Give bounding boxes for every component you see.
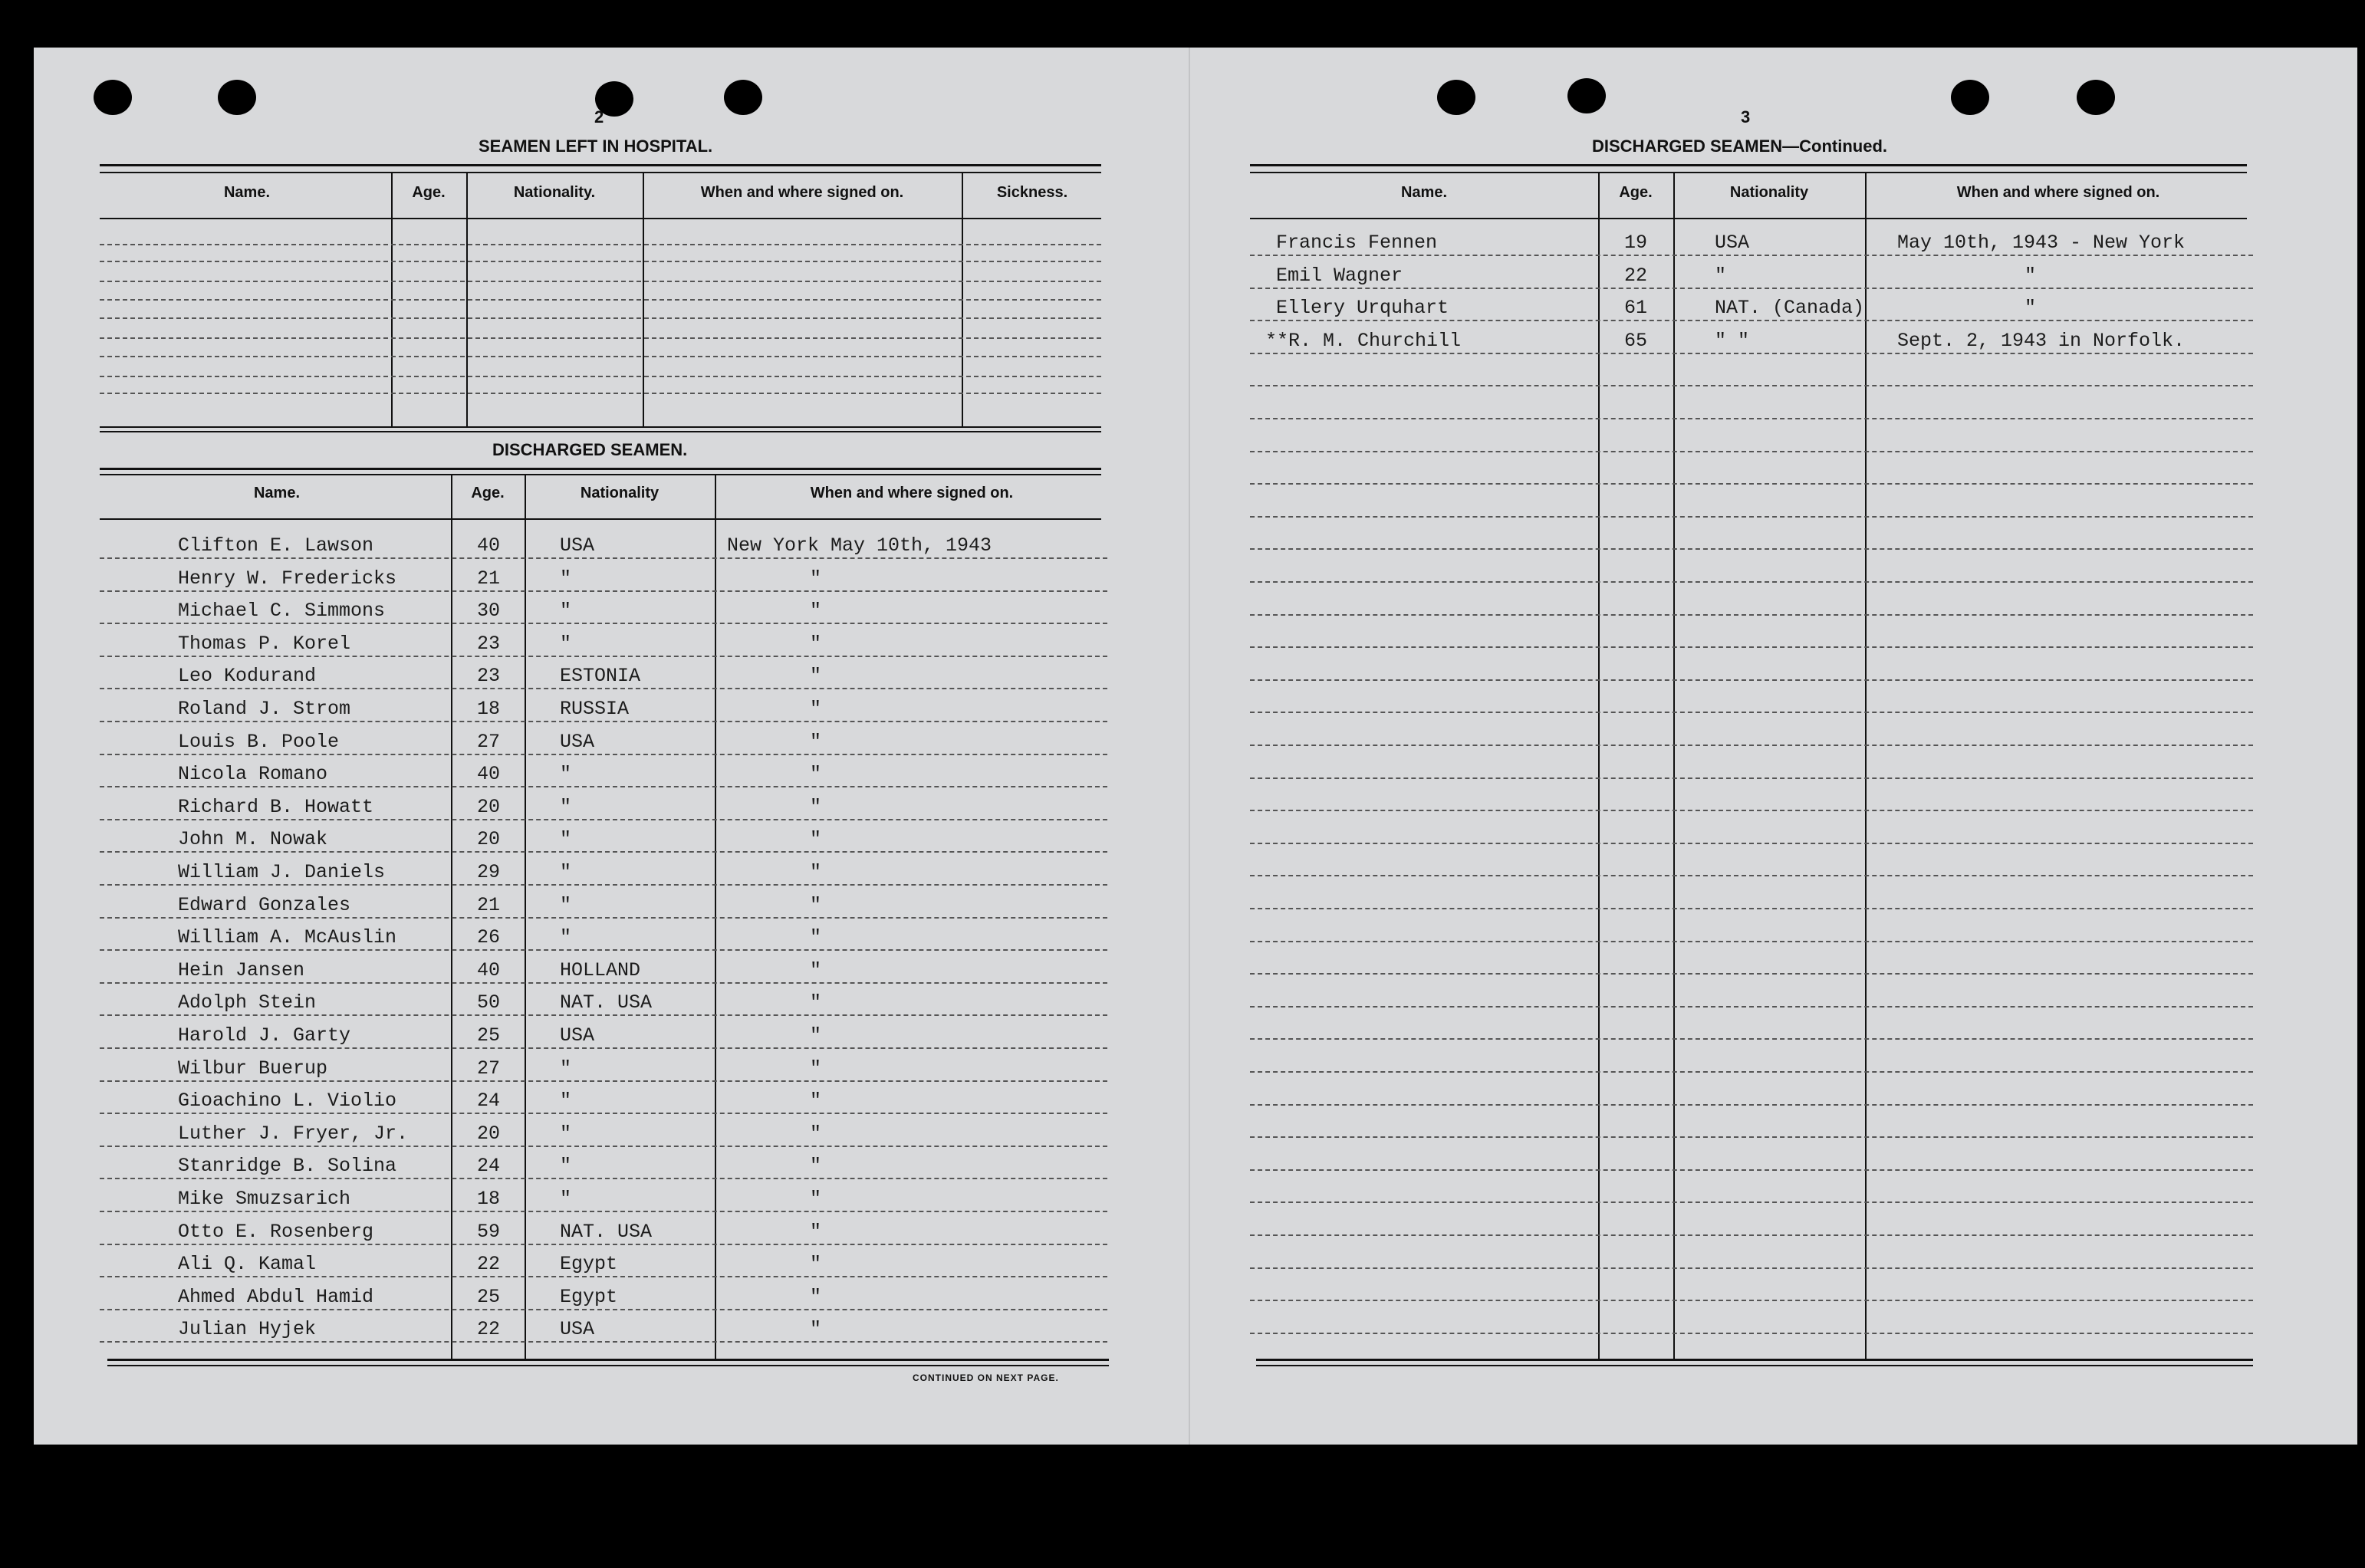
seaman-age: 40 (476, 763, 500, 785)
seaman-name: Mike Smuzsarich (178, 1188, 351, 1210)
seaman-signed-on: " (810, 959, 822, 981)
ruled-line (100, 819, 1107, 820)
ruled-line (100, 1244, 1107, 1245)
ruled-line (100, 356, 1101, 357)
seaman-name: Otto E. Rosenberg (178, 1221, 374, 1243)
ruled-line (1250, 320, 2253, 321)
seaman-age: 24 (476, 1090, 500, 1112)
seaman-age: 23 (476, 665, 500, 687)
seaman-nationality: NAT. (Canada) (1715, 297, 1865, 319)
seaman-age: 59 (476, 1221, 500, 1243)
header-rule (1250, 218, 2247, 219)
section-rule (100, 426, 1101, 428)
seaman-signed-on: " (810, 1188, 822, 1210)
seaman-signed-on: " (810, 861, 822, 883)
seaman-name: Henry W. Fredericks (178, 567, 397, 590)
seaman-nationality: " (560, 796, 572, 818)
ruled-line (100, 1178, 1107, 1179)
seaman-nationality: USA (560, 1024, 595, 1047)
seaman-age: 25 (476, 1024, 500, 1047)
seaman-age: 65 (1623, 330, 1647, 352)
discharged-col-signed-on: When and where signed on. (810, 485, 1014, 501)
ruled-line (100, 1309, 1107, 1310)
seaman-age: 22 (1623, 265, 1647, 287)
ruled-line (1250, 483, 2253, 485)
seaman-nationality: " (560, 1188, 572, 1210)
ruled-line (100, 557, 1107, 559)
ruled-line (1250, 908, 2253, 909)
seaman-signed-on: " (810, 1286, 822, 1308)
ruled-line (1250, 1038, 2253, 1040)
top-rule (1250, 164, 2247, 166)
discharged-col-age: Age. (471, 485, 505, 501)
ruled-line (100, 261, 1101, 262)
seaman-age: 20 (476, 796, 500, 818)
seaman-age: 24 (476, 1155, 500, 1177)
seaman-name: Richard B. Howatt (178, 796, 374, 818)
seaman-age: 22 (476, 1253, 500, 1275)
seaman-name: Roland J. Strom (178, 698, 351, 720)
seaman-nationality: " (560, 828, 572, 850)
ruled-line (1250, 843, 2253, 844)
seaman-name: Wilbur Buerup (178, 1057, 328, 1080)
ruled-line (1250, 581, 2253, 583)
ruled-line (1250, 1104, 2253, 1106)
seaman-age: 27 (476, 1057, 500, 1080)
hospital-col-age: Age. (412, 184, 446, 201)
seaman-nationality: " (560, 894, 572, 916)
seaman-nationality: USA (560, 534, 595, 557)
continued-col-signed-on: When and where signed on. (1956, 184, 2160, 201)
seaman-nationality: Egypt (560, 1286, 618, 1308)
ruled-line (1250, 255, 2253, 256)
seaman-name: Hein Jansen (178, 959, 305, 981)
seaman-name: Nicola Romano (178, 763, 328, 785)
ruled-line (1250, 1201, 2253, 1203)
seaman-nationality: " (560, 633, 572, 655)
ruled-line (100, 721, 1107, 722)
ruled-line (1250, 385, 2253, 386)
ruled-line (100, 917, 1107, 919)
seaman-name: William A. McAuslin (178, 926, 397, 948)
ruled-line (100, 656, 1107, 657)
ruled-line (100, 884, 1107, 886)
seaman-signed-on: " (810, 567, 822, 590)
ruled-line (100, 317, 1101, 319)
continued-col-nationality: Nationality (1729, 184, 1809, 201)
header-rule (100, 218, 1101, 219)
seaman-nationality: NAT. USA (560, 1221, 653, 1243)
seaman-age: 18 (476, 698, 500, 720)
top-rule (100, 164, 1101, 166)
punch-hole (724, 80, 762, 115)
seaman-nationality: RUSSIA (560, 698, 630, 720)
seaman-nationality: " (560, 1155, 572, 1177)
seaman-signed-on: " (810, 731, 822, 753)
seaman-signed-on: " (810, 828, 822, 850)
seaman-signed-on: Sept. 2, 1943 in Norfolk. (1897, 330, 2186, 352)
ruled-line (1250, 418, 2253, 419)
hospital-col-signed-on: When and where signed on. (700, 184, 904, 201)
hospital-section-title: SEAMEN LEFT IN HOSPITAL. (479, 136, 713, 156)
ruled-line (1250, 516, 2253, 518)
seaman-nationality: " (1715, 265, 1727, 287)
seaman-signed-on: " (810, 665, 822, 687)
seaman-signed-on: " (810, 1155, 822, 1177)
ruled-line (1250, 712, 2253, 713)
seaman-name: Harold J. Garty (178, 1024, 351, 1047)
ruled-line (100, 1080, 1107, 1082)
bottom-rule (1256, 1359, 2253, 1361)
continued-section-title: DISCHARGED SEAMEN—Continued. (1592, 136, 1887, 156)
seaman-age: 27 (476, 731, 500, 753)
seaman-signed-on: " (810, 763, 822, 785)
section-rule (100, 468, 1101, 470)
seaman-signed-on: " (2025, 265, 2037, 287)
ruled-line (1250, 1234, 2253, 1236)
seaman-signed-on: " (810, 1318, 822, 1340)
column-rule (1865, 173, 1867, 1359)
ruled-line (1250, 1071, 2253, 1073)
ruled-line (100, 688, 1107, 689)
ruled-line (100, 376, 1101, 377)
ruled-line (100, 1276, 1107, 1277)
ruled-line (1250, 973, 2253, 975)
seaman-name: Louis B. Poole (178, 731, 340, 753)
seaman-name: Michael C. Simmons (178, 600, 386, 622)
page-number: 2 (594, 107, 604, 127)
seaman-name: Ahmed Abdul Hamid (178, 1286, 374, 1308)
ruled-line (1250, 1006, 2253, 1008)
seaman-name: Ali Q. Kamal (178, 1253, 317, 1275)
seaman-signed-on: " (810, 1123, 822, 1145)
seaman-age: 30 (476, 600, 500, 622)
seaman-name: Luther J. Fryer, Jr. (178, 1123, 409, 1145)
hospital-col-name: Name. (223, 184, 271, 201)
ruled-line (1250, 745, 2253, 746)
punch-hole (1437, 80, 1475, 115)
seaman-name: Gioachino L. Violio (178, 1090, 397, 1112)
seaman-age: 50 (476, 991, 500, 1014)
seaman-name: Stanridge B. Solina (178, 1155, 397, 1177)
seaman-nationality: " (560, 1090, 572, 1112)
seaman-nationality: HOLLAND (560, 959, 641, 981)
seaman-name: Clifton E. Lawson (178, 534, 374, 557)
seaman-nationality: " (560, 600, 572, 622)
seaman-age: 25 (476, 1286, 500, 1308)
ruled-line (100, 393, 1101, 394)
bottom-rule (107, 1359, 1109, 1361)
ruled-line (1250, 810, 2253, 811)
discharged-col-nationality: Nationality (580, 485, 660, 501)
seaman-signed-on: " (810, 600, 822, 622)
seaman-age: 23 (476, 633, 500, 655)
seaman-age: 26 (476, 926, 500, 948)
seaman-nationality: ESTONIA (560, 665, 641, 687)
seaman-name: William J. Daniels (178, 861, 386, 883)
ruled-line (100, 1113, 1107, 1114)
seaman-age: 20 (476, 828, 500, 850)
seaman-signed-on: " (810, 1024, 822, 1047)
seaman-signed-on: " (810, 698, 822, 720)
page-fold (1189, 48, 1190, 1445)
seaman-signed-on: " (810, 1221, 822, 1243)
seaman-nationality: " (560, 1057, 572, 1080)
seaman-age: 40 (476, 959, 500, 981)
ruled-line (100, 982, 1107, 984)
ruled-line (100, 337, 1101, 339)
punch-hole (2077, 80, 2115, 115)
bottom-rule (1256, 1365, 2253, 1366)
ruled-line (100, 299, 1101, 301)
ruled-line (1250, 614, 2253, 616)
seaman-name: Edward Gonzales (178, 894, 351, 916)
seaman-nationality: USA (1715, 232, 1750, 254)
seaman-signed-on: " (810, 633, 822, 655)
ruled-line (100, 1146, 1107, 1147)
seaman-signed-on: " (810, 894, 822, 916)
seaman-nationality: " " (1715, 330, 1750, 352)
ruled-line (1250, 1136, 2253, 1138)
seaman-age: 21 (476, 894, 500, 916)
ruled-line (100, 1341, 1107, 1343)
seaman-signed-on: " (810, 796, 822, 818)
seaman-name: Ellery Urquhart (1276, 297, 1449, 319)
punch-hole (1951, 80, 1989, 115)
ruled-line (1250, 1333, 2253, 1334)
hospital-col-nationality: Nationality. (513, 184, 596, 201)
seaman-nationality: NAT. USA (560, 991, 653, 1014)
seaman-name: Thomas P. Korel (178, 633, 351, 655)
top-rule (1250, 172, 2247, 173)
seaman-name: Emil Wagner (1276, 265, 1403, 287)
ruled-line (1250, 353, 2253, 354)
ruled-line (1250, 941, 2253, 942)
seaman-age: 61 (1623, 297, 1647, 319)
seaman-signed-on: May 10th, 1943 - New York (1897, 232, 2186, 254)
seaman-nationality: Egypt (560, 1253, 618, 1275)
ruled-line (100, 949, 1107, 951)
section-rule (100, 431, 1101, 432)
seaman-nationality: " (560, 1123, 572, 1145)
page-number: 3 (1741, 107, 1751, 127)
seaman-signed-on: New York May 10th, 1943 (727, 534, 992, 557)
punch-hole (1567, 78, 1606, 113)
bottom-rule (107, 1365, 1109, 1366)
ruled-line (1250, 288, 2253, 289)
seaman-nationality: " (560, 861, 572, 883)
seaman-age: 19 (1623, 232, 1647, 254)
ruled-line (100, 1211, 1107, 1212)
seaman-age: 21 (476, 567, 500, 590)
seaman-signed-on: " (810, 1253, 822, 1275)
ruled-line (100, 623, 1107, 624)
ruled-line (100, 786, 1107, 787)
seaman-age: 20 (476, 1123, 500, 1145)
ruled-line (1250, 646, 2253, 648)
ruled-line (100, 244, 1101, 245)
seaman-nationality: " (560, 926, 572, 948)
ruled-line (1250, 1267, 2253, 1269)
seaman-age: 18 (476, 1188, 500, 1210)
punch-hole (94, 80, 132, 115)
seaman-signed-on: " (810, 1090, 822, 1112)
ruled-line (1250, 451, 2253, 452)
seaman-name: **R. M. Churchill (1265, 330, 1462, 352)
ruled-line (100, 1047, 1107, 1049)
seaman-age: 22 (476, 1318, 500, 1340)
seaman-nationality: USA (560, 731, 595, 753)
seaman-signed-on: " (2025, 297, 2037, 319)
ruled-line (1250, 1169, 2253, 1171)
punch-hole (218, 80, 256, 115)
ruled-line (1250, 875, 2253, 876)
ruled-line (100, 1014, 1107, 1016)
column-rule (1598, 173, 1600, 1359)
column-rule (1673, 173, 1675, 1359)
ruled-line (1250, 1300, 2253, 1301)
seaman-signed-on: " (810, 991, 822, 1014)
ruled-line (1250, 679, 2253, 681)
ruled-line (1250, 548, 2253, 550)
seaman-name: Francis Fennen (1276, 232, 1438, 254)
ruled-line (100, 281, 1101, 282)
seaman-signed-on: " (810, 1057, 822, 1080)
ruled-line (100, 754, 1107, 755)
top-rule (100, 172, 1101, 173)
seaman-name: Julian Hyjek (178, 1318, 317, 1340)
discharged-col-name: Name. (253, 485, 301, 501)
continued-col-name: Name. (1400, 184, 1448, 201)
seaman-name: Adolph Stein (178, 991, 317, 1014)
ruled-line (1250, 777, 2253, 779)
header-rule (100, 518, 1101, 520)
ruled-line (100, 851, 1107, 853)
seaman-nationality: USA (560, 1318, 595, 1340)
seaman-name: John M. Nowak (178, 828, 328, 850)
seaman-name: Leo Kodurand (178, 665, 317, 687)
ruled-line (100, 590, 1107, 592)
seaman-signed-on: " (810, 926, 822, 948)
continued-col-age: Age. (1619, 184, 1653, 201)
discharged-section-title: DISCHARGED SEAMEN. (492, 440, 688, 459)
section-rule (100, 474, 1101, 475)
seaman-nationality: " (560, 567, 572, 590)
seaman-nationality: " (560, 763, 572, 785)
hospital-col-sickness: Sickness. (996, 184, 1068, 201)
seaman-age: 29 (476, 861, 500, 883)
seaman-age: 40 (476, 534, 500, 557)
continued-footer: CONTINUED ON NEXT PAGE. (913, 1372, 1059, 1383)
